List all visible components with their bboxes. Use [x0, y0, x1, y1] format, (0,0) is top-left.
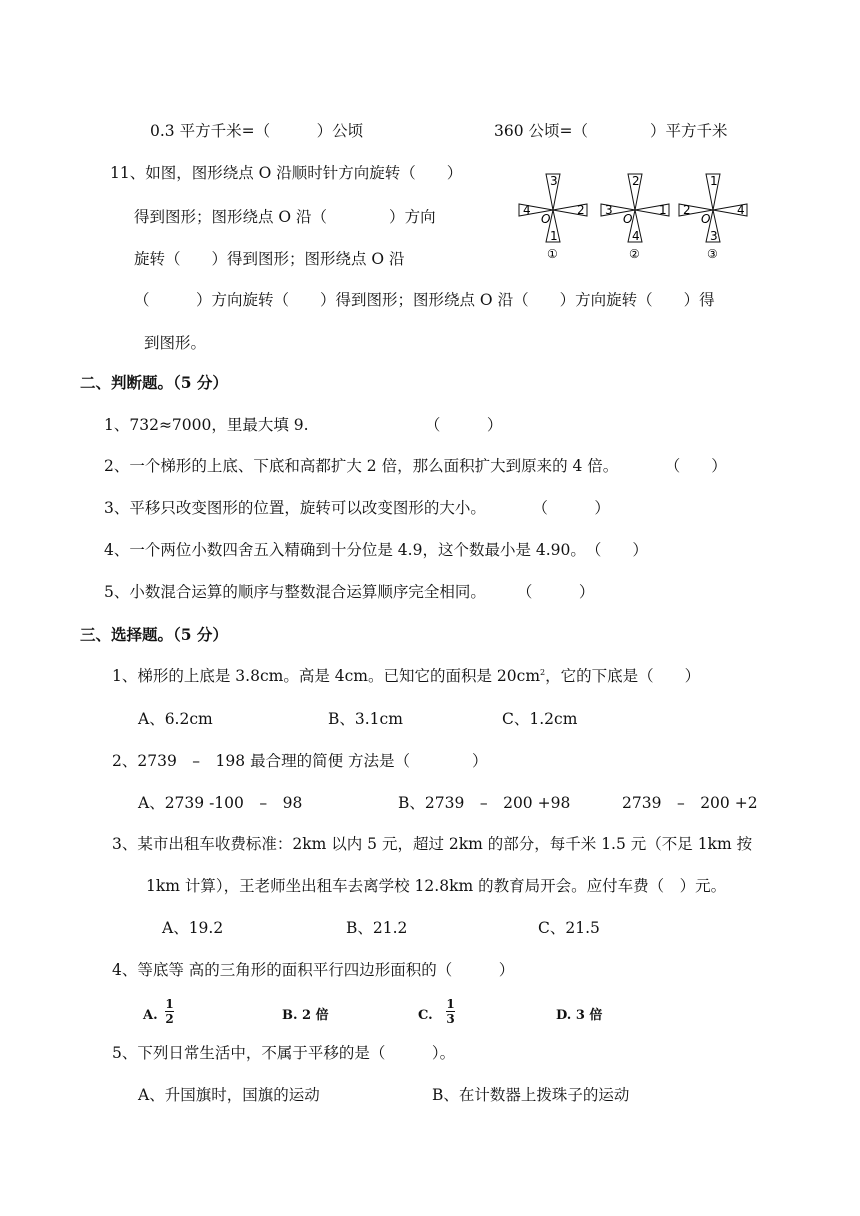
choice-q4-option-a-label: A.: [143, 1008, 158, 1023]
choice-q2-stem: 2、2739 – 198 最合理的简便 方法是（ ）: [112, 752, 488, 770]
choice-q1-stem: [112, 666, 700, 686]
q11-line-5: 到图形。: [144, 334, 207, 352]
choice-q1-option-a: A、6.2cm: [138, 710, 213, 728]
choice-q3-option-b: B、21.2: [346, 919, 408, 937]
section-2-heading: 二、判断题。（5 分）: [80, 373, 228, 392]
choice-q4-option-d: D. 3 倍: [556, 1008, 603, 1023]
judge-item-3: 3、平移只改变图形的位置，旋转可以改变图形的大小。 （ ）: [104, 499, 610, 517]
choice-q4-option-c-fraction: [446, 998, 455, 1025]
fig3-left: 2: [683, 203, 691, 217]
choice-q4-option-c-label: C.: [418, 1008, 433, 1023]
fig2-top: 2: [632, 174, 640, 188]
fig2-left: 3: [605, 203, 613, 217]
figure-3: [679, 174, 747, 261]
fig1-top: 3: [550, 174, 558, 188]
fig1-caption: ①: [547, 247, 558, 261]
fraction-a-denominator: 2: [165, 1012, 174, 1026]
fig3-bottom: 3: [710, 229, 718, 243]
choice-q3-stem-1: 3、某市出租车收费标准：2km 以内 5 元，超过 2km 的部分，每千米 1.5 元（不足 1km 按: [112, 835, 753, 853]
choice-q1-option-c: C、1.2cm: [502, 710, 578, 728]
fig2-right: 1: [659, 203, 667, 217]
choice-q1-stem-a: 1、梯形的上底是 3.8cm。高是 4cm。已知它的面积是 20cm: [112, 667, 541, 685]
choice-q3-stem-2: 1km 计算），王老师坐出租车去离学校 12.8km 的教育局开会。应付车费（ ）元。: [146, 877, 727, 895]
q11-line-1: 11、如图，图形绕点 O 沿顺时针方向旋转（ ）: [110, 164, 463, 182]
fig3-top: 1: [710, 174, 718, 188]
fraction-c-denominator: 3: [446, 1012, 455, 1026]
fig3-center: O: [701, 212, 711, 226]
fig1-center: O: [541, 212, 551, 226]
section-3-heading: 三、选择题。（5 分）: [80, 625, 228, 644]
rotation-figures: [516, 170, 756, 270]
choice-q2-option-b: B、2739 – 200 +98: [398, 794, 571, 812]
choice-q4-stem: 4、等底等 高的三角形的面积平行四边形面积的（ ）: [112, 961, 515, 979]
fig2-center: O: [623, 212, 633, 226]
choice-q5-option-a: A、升国旗时，国旗的运动: [138, 1086, 320, 1104]
q11-line-2: 得到图形；图形绕点 O 沿（ ）方向: [134, 208, 436, 226]
choice-q4-option-b: B. 2 倍: [282, 1008, 329, 1023]
choice-q2-option-a: A、2739 -100 – 98: [138, 794, 303, 812]
fraction-a-numerator: 1: [165, 997, 174, 1011]
fig1-bottom: 1: [550, 229, 558, 243]
judge-item-5: 5、小数混合运算的顺序与整数混合运算顺序完全相同。 （ ）: [104, 583, 595, 601]
choice-q3-option-c: C、21.5: [538, 919, 600, 937]
q11-line-3: 旋转（ ）得到图形；图形绕点 O 沿: [134, 250, 405, 268]
judge-item-1: 1、732≈7000，里最大填 9. （ ）: [104, 416, 503, 434]
fig3-right: 4: [737, 203, 745, 217]
fig3-caption: ③: [707, 247, 718, 261]
figure-1: [519, 174, 587, 261]
fig1-left: 4: [523, 203, 531, 217]
q10-conversion-right: 360 公顷=（ ）平方千米: [494, 122, 728, 140]
fig2-caption: ②: [629, 247, 640, 261]
choice-q3-option-a: A、19.2: [162, 919, 224, 937]
choice-q2-option-c: 2739 – 200 +2: [622, 794, 758, 812]
fraction-c-numerator: 1: [446, 997, 455, 1011]
judge-item-4: 4、一个两位小数四舍五入精确到十分位是 4.9，这个数最小是 4.90。 （ ）: [104, 541, 648, 559]
choice-q5-stem: 5、下列日常生活中，不属于平移的是（ ）。: [112, 1044, 456, 1062]
choice-q1-option-b: B、3.1cm: [328, 710, 403, 728]
fig2-bottom: 4: [632, 229, 640, 243]
choice-q1-sup: 2: [540, 667, 546, 677]
figure-2: [601, 174, 669, 261]
choice-q1-stem-b: ，它的下底是（ ）: [545, 667, 701, 685]
choice-q5-option-b: B、在计数器上拨珠子的运动: [432, 1086, 630, 1104]
q11-line-4: （ ）方向旋转（ ）得到图形；图形绕点 O 沿（ ）方向旋转（ ）得: [134, 291, 715, 309]
choice-q4-option-a-fraction: [165, 998, 174, 1025]
q10-conversion-left: 0.3 平方千米=（ ）公顷: [150, 122, 364, 140]
judge-item-2: 2、一个梯形的上底、下底和高都扩大 2 倍，那么面积扩大到原来的 4 倍。 （ ）: [104, 457, 727, 475]
fig1-right: 2: [577, 203, 585, 217]
